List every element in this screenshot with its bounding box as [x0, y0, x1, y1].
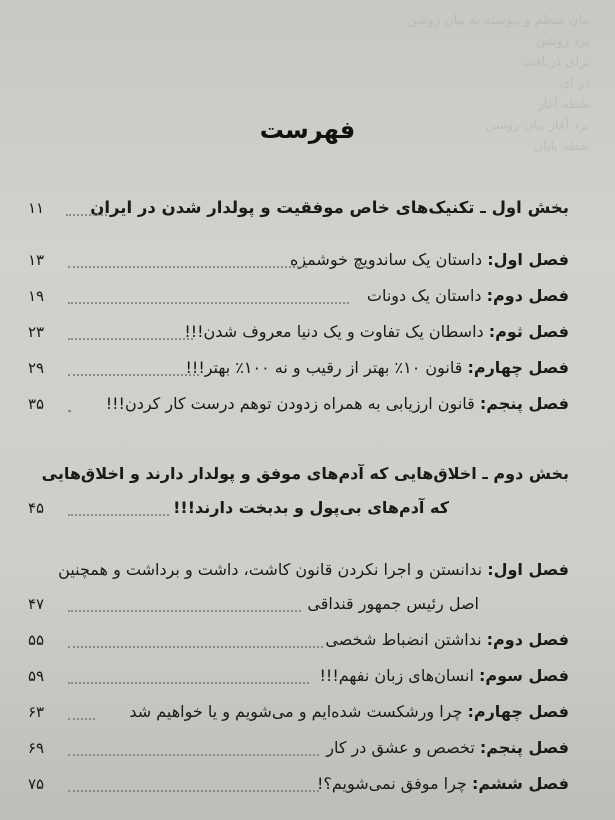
part-heading: بخش اول ـ تکنیک‌های خاص موفقیت و پولدار شدن در ایران [90, 198, 569, 217]
chapter-label: فصل ششم: [471, 774, 569, 793]
chapter-label: فصل پنجم: [479, 394, 569, 413]
page-number: ۲۹ [28, 359, 45, 377]
leader-dots [68, 338, 193, 340]
chapter-text [185, 354, 569, 382]
bleed-line: نقطه آغاز [537, 97, 590, 112]
chapter-text [106, 390, 569, 418]
leader-dots [68, 610, 301, 612]
leader-dots [68, 790, 319, 792]
leader-dots [66, 214, 107, 216]
page-number: ۵۹ [28, 667, 45, 685]
chapter-label: فصل اول: [487, 250, 569, 269]
part-2-heading-line-1: بخش دوم ـ اخلاق‌هایی که آدم‌های موفق و پولدار دارند و اخلاق‌هایی [41, 464, 569, 483]
toc-part-2[interactable] [28, 494, 569, 526]
leader-dots [68, 410, 69, 412]
chapter-title: چرا ورشکست شده‌ایم و می‌شویم و یا خواهیم شد [129, 702, 463, 721]
chapter-text [326, 734, 569, 762]
page-number: ۷۵ [28, 775, 45, 793]
leader-dots [68, 754, 319, 756]
chapter-label: فصل سوم: [479, 666, 569, 685]
leader-dots [68, 646, 323, 648]
toc-entry[interactable] [28, 662, 569, 694]
toc-entry[interactable] [28, 626, 569, 658]
toc-part-1[interactable] [28, 194, 569, 226]
toc-entry[interactable] [28, 698, 569, 730]
page-number: ۴۷ [28, 595, 45, 613]
toc-entry[interactable] [28, 390, 569, 422]
chapter-title: چرا موفق نمی‌شویم؟! [316, 774, 467, 793]
chapter-text [184, 318, 569, 346]
toc-entry[interactable] [28, 590, 569, 622]
chapter-text [325, 626, 569, 654]
leader-dots [68, 514, 169, 516]
chapter-label: فصل دوم: [486, 286, 569, 305]
chapter-title: تخصص و عشق در کار [326, 738, 475, 757]
chapter-title: قانون ارزیابی به همراه زدودن توهم درست کار کردن!!! [105, 394, 475, 413]
page-number: ۴۵ [28, 499, 45, 517]
chapter-label: فصل ثوم: [488, 322, 569, 341]
page-number: ۲۳ [28, 323, 45, 341]
chapter-text [320, 662, 570, 690]
leader-dots [68, 374, 199, 376]
bleed-line: برای دریافت [522, 55, 590, 70]
chapter-text [317, 770, 569, 798]
toc-entry[interactable] [28, 354, 569, 386]
chapter-label: فصل پنجم: [479, 738, 569, 757]
chapter-text [367, 282, 569, 310]
chapter-label: فصل چهارم: [467, 702, 569, 721]
page-number: ۵۵ [28, 631, 45, 649]
chapter-text [58, 556, 569, 584]
bleed-line: برد روشن [535, 34, 590, 49]
chapter-title: انسان‌های زبان نفهم!!! [319, 666, 474, 685]
page-number: ۱۹ [28, 287, 45, 305]
chapter-label: فصل اول: [487, 560, 569, 579]
part-heading: که آدم‌های بی‌پول و بدبخت دارند!!! [173, 498, 449, 517]
bleed-line: در ای [560, 76, 590, 91]
chapter-label: فصل چهارم: [467, 358, 569, 377]
bleed-line: برد آغاز بیان روشن [485, 118, 590, 133]
leader-dots [68, 266, 307, 268]
page-number: ۳۵ [28, 395, 45, 413]
chapter-text [129, 698, 569, 726]
page-number: ۶۳ [28, 703, 45, 721]
chapter-label: فصل دوم: [486, 630, 569, 649]
toc-entry[interactable] [28, 282, 569, 314]
leader-dots [68, 682, 309, 684]
leader-dots [68, 718, 95, 720]
toc-entry[interactable] [28, 734, 569, 766]
leader-dots [68, 302, 349, 304]
chapter-text [290, 246, 569, 274]
chapter-title: نداشتن انضباط شخصی [325, 630, 482, 649]
bleed-line: نقطه پایان [533, 139, 590, 154]
chapter-title: ندانستن و اجرا نکردن قانون کاشت، داشت و برداشت و همچنین [58, 560, 483, 579]
chapter-title: داستان یک دونات [366, 286, 482, 305]
toc-entry[interactable] [28, 246, 569, 278]
page-number: ۱۳ [28, 251, 45, 269]
bleed-line: بیان منظم و پیوسته به بیان روشن [406, 13, 590, 28]
toc-entry[interactable] [28, 318, 569, 350]
page-number: ۱۱ [28, 199, 45, 217]
chapter-title: قانون ۱۰٪ بهتر از رقیب و نه ۱۰۰٪ بهتر!!! [185, 358, 463, 377]
toc-entry[interactable] [28, 770, 569, 802]
page-number: ۶۹ [28, 739, 45, 757]
chapter-title: داستان یک ساندویچ خوشمزه [289, 250, 483, 269]
chapter-title-continued: اصل رئیس جمهور قنداقی [307, 594, 479, 613]
chapter-title: داسطان یک تفاوت و یک دنیا معروف شدن!!! [184, 322, 484, 341]
page-title: فهرست [259, 116, 356, 144]
